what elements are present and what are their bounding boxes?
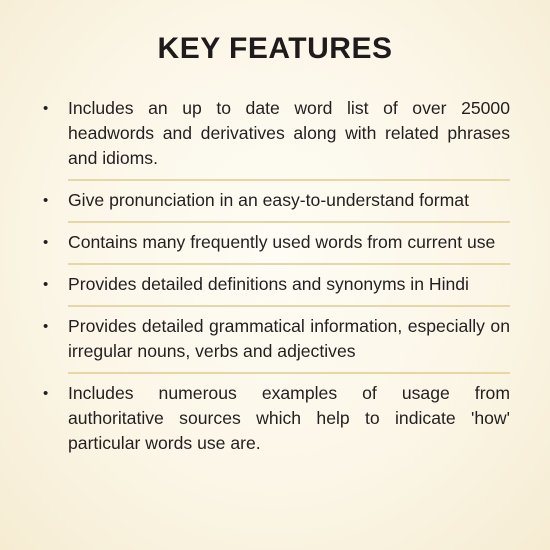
bullet-icon: •	[43, 100, 49, 117]
feature-text: Includes numerous examples of usage from authoritative sources which help to indicate 'how' particular words use are.	[68, 383, 510, 453]
feature-text: Contains many frequently used words from current use	[68, 232, 496, 252]
feature-item-word-list	[40, 96, 510, 181]
feature-item-grammar	[40, 314, 510, 374]
bullet-icon: •	[43, 192, 49, 209]
bullet-icon: •	[43, 385, 49, 402]
feature-item-pronunciation	[40, 188, 510, 223]
feature-text: Provides detailed grammatical information, especially on irregular nouns, verbs and adjectives	[68, 316, 510, 361]
feature-item-definitions	[40, 272, 510, 307]
page-title: KEY FEATURES	[157, 32, 393, 65]
feature-text: Give pronunciation in an easy-to-understand format	[68, 190, 469, 210]
divider	[68, 221, 510, 223]
bullet-icon: •	[43, 234, 49, 251]
divider	[68, 305, 510, 307]
feature-item-usage-examples	[40, 381, 510, 456]
divider	[68, 263, 510, 265]
divider	[68, 372, 510, 374]
feature-text: Includes an up to date word list of over 25000 headwords and derivatives along with related phrases and idioms.	[68, 98, 510, 168]
feature-text: Provides detailed definitions and synonyms in Hindi	[68, 274, 469, 294]
divider	[68, 179, 510, 181]
feature-list	[40, 96, 510, 456]
bullet-icon: •	[43, 318, 49, 335]
bullet-icon: •	[43, 276, 49, 293]
feature-item-frequent-words	[40, 230, 510, 265]
